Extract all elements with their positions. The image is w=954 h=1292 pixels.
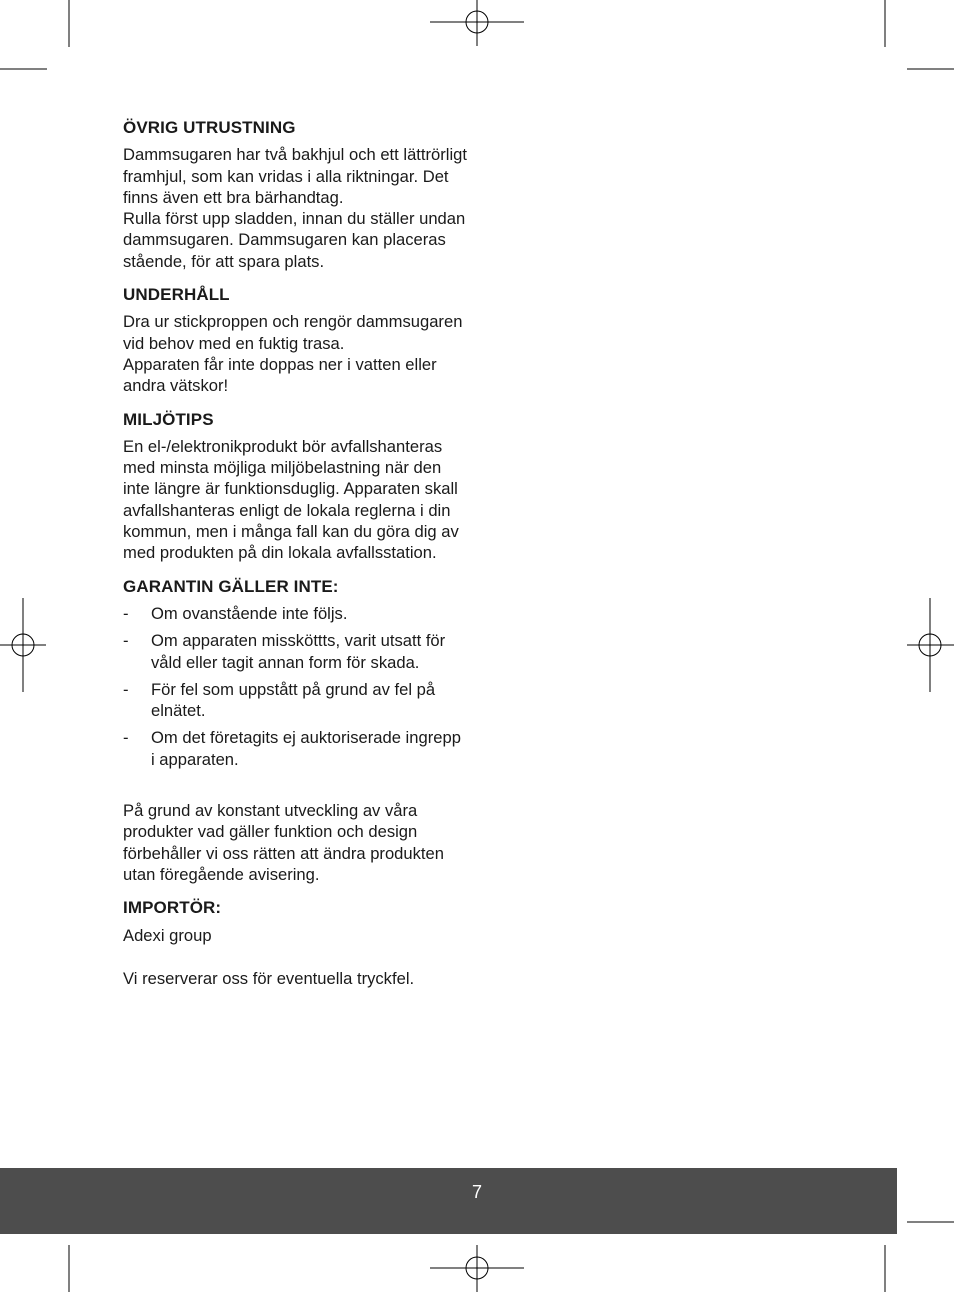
list-item <box>123 727 468 770</box>
paragraph: Dra ur stickproppen och rengör dammsugaren vid behov med en fuktig trasa. <box>123 312 463 353</box>
paragraph: Dammsugaren har två bakhjul och ett lättrörligt framhjul, som kan vridas i alla riktningar. Det finns även ett bra bärhandtag. <box>123 145 468 207</box>
misprint-disclaimer: Vi reserverar oss för eventuella tryckfel. <box>123 968 415 988</box>
list-item <box>123 679 468 722</box>
section-heading: GARANTIN GÄLLER INTE: <box>123 576 339 596</box>
section-heading: UNDERHÅLL <box>123 285 230 305</box>
registration-mark-right <box>907 598 954 692</box>
section-importor <box>123 897 468 989</box>
section-underhall <box>123 284 468 396</box>
list-item-text: Om apparaten missköttts, varit utsatt för våld eller tagit annan form för skada. <box>151 631 446 672</box>
bullet-dash: - <box>123 679 129 699</box>
paragraph: En el-/elektronikprodukt bör avfallshanteras med minsta möjliga miljöbelastning när den inte längre är funktionsduglig. Apparaten skall avfallshanteras enligt de lokala reglerna i din kommun, men i många fall kan du göra dig av med produkten på din lokala avfallsstation. <box>123 436 459 563</box>
registration-mark-bottom <box>430 1245 524 1292</box>
bullet-dash: - <box>123 728 129 748</box>
section-heading: MILJÖTIPS <box>123 409 214 429</box>
warranty-exclusion-list <box>123 603 468 770</box>
paragraph: Apparaten får inte doppas ner i vatten eller andra vätskor! <box>123 354 437 396</box>
section-miljotips <box>123 409 468 564</box>
list-item <box>123 603 468 624</box>
page-number: 7 <box>471 1182 482 1202</box>
bullet-dash: - <box>123 631 129 651</box>
bullet-dash: - <box>123 603 129 623</box>
list-item-text: Om det företagits ej auktoriserade ingrepp i apparaten. <box>151 728 461 769</box>
paragraph: Rulla först upp sladden, innan du ställer undan dammsugaren. Dammsugaren kan placeras stående, för att spara plats. <box>123 209 466 271</box>
manual-text-column <box>123 117 468 1001</box>
list-item-text: Om ovanstående inte följs. <box>151 603 348 623</box>
section-heading: IMPORTÖR: <box>123 898 222 918</box>
paragraph: På grund av konstant utveckling av våra produkter vad gäller funktion och design förbehåller vi oss rätten att ändra produkten utan föregående avisering. <box>123 801 445 884</box>
section-heading: ÖVRIG UTRUSTNING <box>123 118 296 137</box>
section-ovrig-utrustning <box>123 117 468 272</box>
list-item <box>123 630 468 673</box>
section-garantin <box>123 576 468 886</box>
list-item-text: För fel som uppstått på grund av fel på elnätet. <box>151 679 436 721</box>
importer-name: Adexi group <box>123 925 212 945</box>
registration-mark-left <box>0 598 46 692</box>
registration-mark-top <box>430 0 524 46</box>
